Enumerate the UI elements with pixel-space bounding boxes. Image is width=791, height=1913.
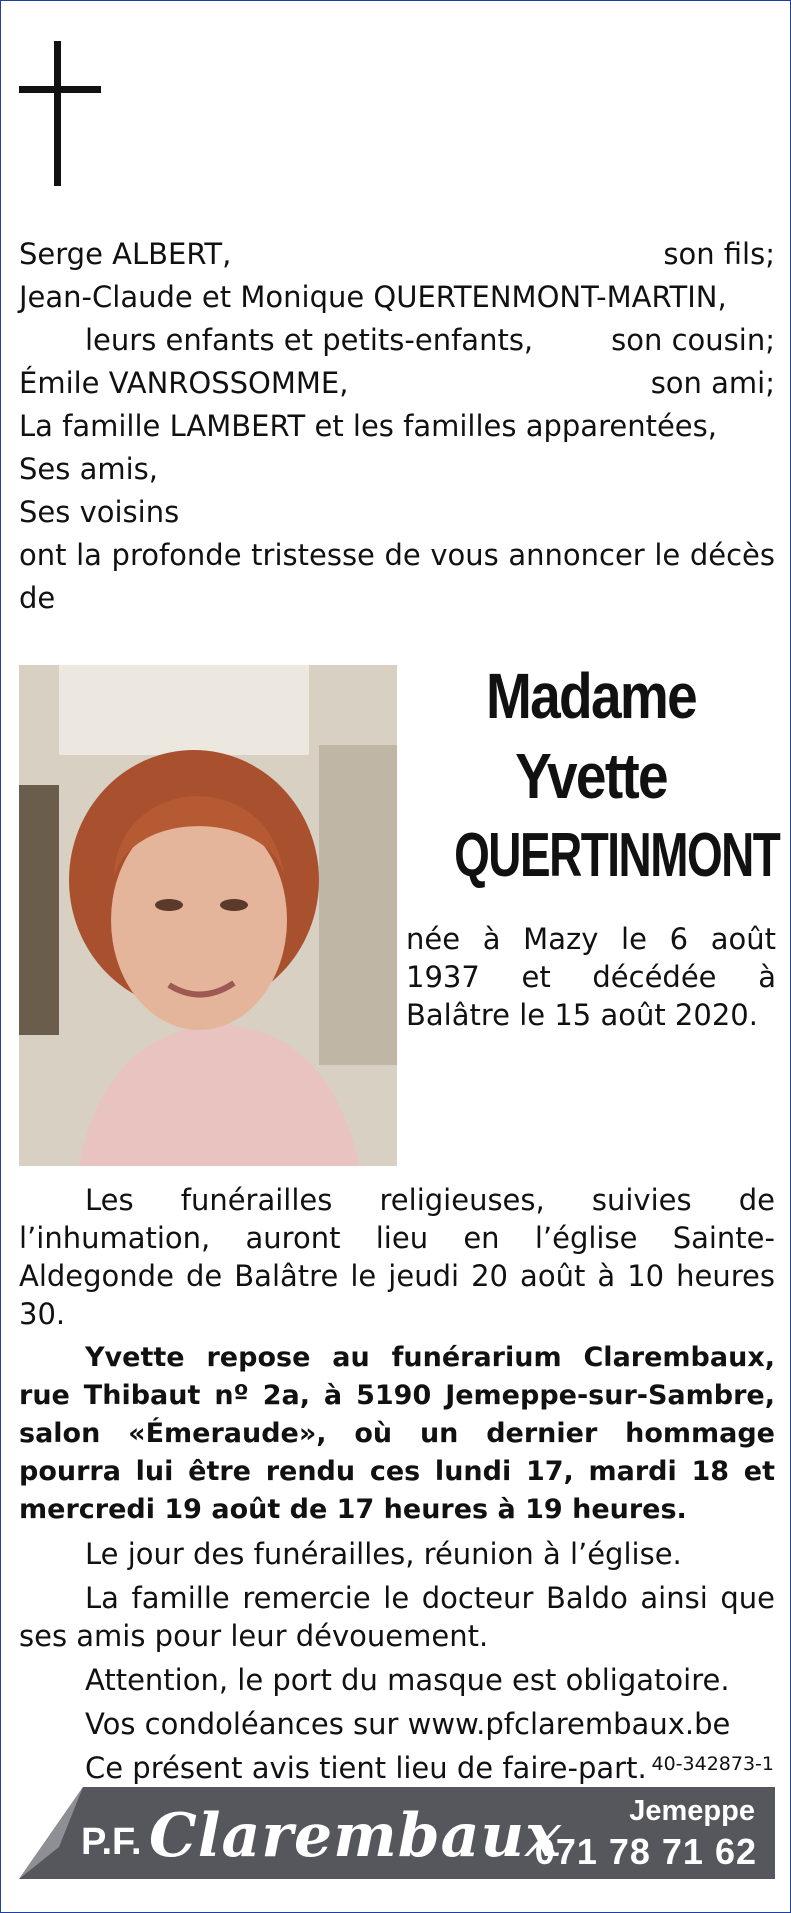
mourner-relation: son ami; <box>650 366 775 400</box>
meeting-paragraph: Le jour des funérailles, réunion à l’église. <box>85 1537 682 1571</box>
deceased-title: Madame <box>486 660 696 732</box>
deceased-block <box>406 656 780 1034</box>
reference-number: 40-342873-1 <box>651 1753 774 1775</box>
announcement-text: ont la profonde tristesse de vous annoncer le décès de <box>19 538 775 615</box>
notice-paragraph: Ce présent avis tient lieu de faire-part. <box>85 1751 647 1785</box>
portrait-photo <box>19 665 397 1166</box>
mourner-row <box>19 319 775 362</box>
cross-icon <box>19 41 101 186</box>
mourner-row: Ses amis, <box>19 452 158 486</box>
page-curl-icon <box>19 1787 83 1879</box>
funeral-home-banner <box>19 1787 775 1879</box>
banner-phone: 071 78 71 62 <box>534 1831 757 1872</box>
funeral-details <box>19 1181 775 1793</box>
condolences-paragraph: Vos condoléances sur www.pfclarembaux.be <box>85 1707 731 1741</box>
mourner-name: leurs enfants et petits-enfants, <box>85 323 534 357</box>
mourner-row: Jean-Claude et Monique QUERTENMONT-MARTIN, <box>19 280 727 314</box>
mourner-row: Ses voisins <box>19 495 180 529</box>
mourner-name: Serge ALBERT, <box>19 237 232 271</box>
visitation-paragraph: Yvette repose au funérarium Clarembaux, rue Thibaut nº 2a, à 5190 Jemeppe-sur-Sambre, salon «Émeraude», où un dernier hommage pourra lui être rendu ces lundi 17, mardi 18 et mercredi 19 août de 17 heures à 19 heures. <box>19 1342 775 1525</box>
mourners-list <box>19 233 775 620</box>
mourner-relation: son fils; <box>663 237 775 271</box>
banner-pf: P.F. <box>81 1821 142 1863</box>
mourner-row: La famille LAMBERT et les familles apparentées, <box>19 409 717 443</box>
banner-logo: Clarembaux <box>149 1801 562 1871</box>
funeral-paragraph: Les funérailles religieuses, suivies de l’inhumation, auront lieu en l’église Sainte-Aldegonde de Balâtre le jeudi 20 août à 10 heures 30. <box>19 1183 775 1331</box>
banner-town: Jemeppe <box>629 1795 755 1827</box>
mourner-row <box>19 362 775 405</box>
birth-death-text: née à Mazy le 6 août 1937 et décédée à Balâtre le 15 août 2020. <box>406 922 776 1032</box>
deceased-last-name: QUERTINMONT <box>454 821 780 890</box>
deceased-first-name: Yvette <box>515 740 667 812</box>
mourner-relation: son cousin; <box>611 323 775 357</box>
thanks-paragraph: La famille remercie le docteur Baldo ainsi que ses amis pour leur dévouement. <box>19 1581 775 1653</box>
mourner-name: Émile VANROSSOMME, <box>19 366 349 400</box>
mourner-row <box>19 233 775 276</box>
mask-paragraph: Attention, le port du masque est obligatoire. <box>85 1663 730 1697</box>
